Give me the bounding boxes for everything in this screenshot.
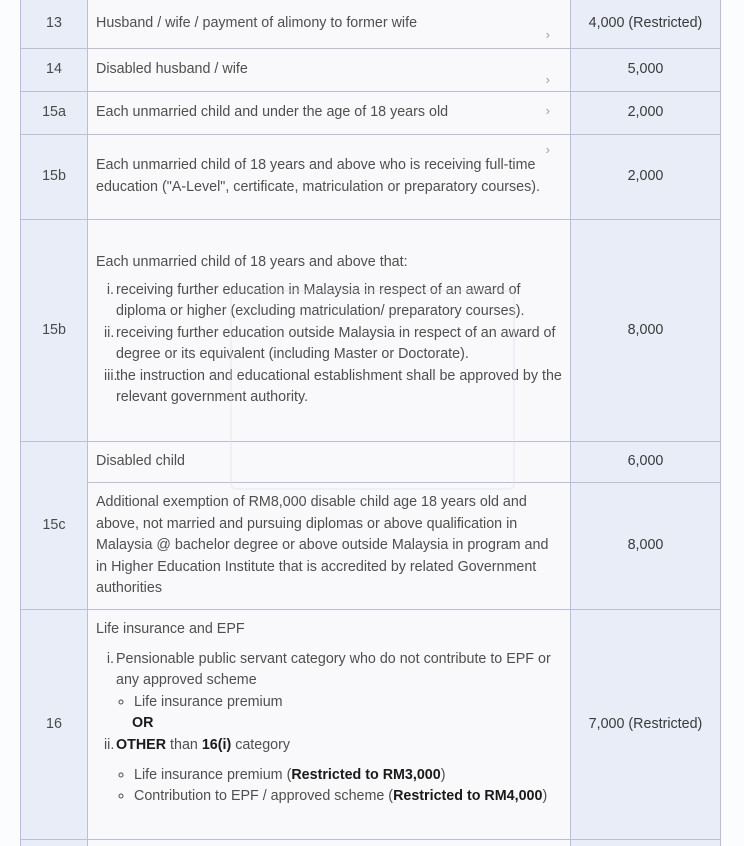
row-number: 15c [21,442,88,610]
row-amount [571,840,721,846]
sublist-item: ◦ Life insurance premium [134,692,562,714]
row-number: 14 [21,49,88,92]
or-label: OR [132,715,154,732]
row-description [88,0,571,49]
sublist-text: ) [542,788,548,805]
sublist-item [134,765,562,787]
list-item [104,323,562,366]
list-item-text: receiving further education in Malaysia in respect of an award of diploma or higher (excluding matriculation/ preparatory courses). [116,281,525,320]
row-description-text: Disabled husband / wife [96,61,248,78]
row-amount: 7,000 (Restricted) [571,610,721,840]
list-item [104,366,562,409]
row-description [88,135,571,220]
row-description-text: Husband / wife / payment of alimony to former wife [96,15,418,32]
list-number: ii. [104,324,115,341]
row-number: 15a [21,92,88,135]
bold-text: Restricted to RM3,000 [291,766,441,783]
row-description [88,92,571,135]
row-description [88,442,571,483]
row-number [21,840,88,846]
chevron-right-icon: › [545,27,550,42]
bold-text: 16(i) [201,736,232,753]
row-amount: 5,000 [571,49,721,92]
table-row [21,0,721,49]
chevron-right-icon: › [545,72,550,87]
table-row [21,49,721,92]
table-row [21,442,721,483]
row-amount: 6,000 [571,442,721,483]
chevron-right-icon: › [545,103,550,118]
row-description-text: Additional exemption of RM8,000 disable child age 18 years old and above, not married and pursuing diplomas or above qualification in Malaysia @ bachelor degree or above outside Malaysia in program and in Higher Education Institute that is accredited by related Government authorities [96,494,549,597]
list-item-text-part: than [166,736,202,753]
row-intro: Life insurance and EPF [96,621,245,637]
row-number: 15b [21,135,88,220]
table-row [21,135,721,220]
row-intro: Each unmarried child of 18 years and above that: [96,253,408,270]
list-item-text [114,735,290,757]
list-item [104,280,562,323]
list-number: i. [106,281,114,298]
row-amount: 8,000 [571,220,721,442]
table-row [21,610,721,840]
list-item [104,649,562,692]
row-number: 16 [21,610,88,840]
row-description-text: Disabled child [96,453,186,470]
bold-text: Restricted to RM4,000 [393,788,543,805]
row-number: 13 [21,0,88,49]
list-item-text: the instruction and educational establishment shall be approved by the relevant government authority. [116,367,562,406]
row-description [88,610,571,840]
table-row [21,840,721,846]
sublist-text: ) [440,766,446,783]
row-description [88,483,571,610]
row-description [88,49,571,92]
table-row [21,92,721,135]
table-row [21,220,721,442]
row-description-text: Each unmarried child of 18 years and above who is receiving full-time education ("A-Level", certificate, matriculation or preparatory courses). [96,157,541,195]
list-number: ii. [104,736,115,753]
row-amount: 2,000 [571,92,721,135]
list-number: i. [106,650,114,667]
row-amount: 4,000 (Restricted) [571,0,721,49]
row-amount: 2,000 [571,135,721,220]
list-item-text-part: category [231,736,291,753]
sublist-text: Life insurance premium ( [134,766,292,783]
sublist-text: Contribution to EPF / approved scheme ( [134,788,394,805]
sublist-item [134,786,562,808]
chevron-right-icon: › [545,142,550,157]
list-item [104,735,562,757]
row-description-text: Each unmarried child and under the age of 18 years old [96,104,449,121]
tax-relief-table [20,0,721,846]
row-amount: 8,000 [571,483,721,610]
list-item-text: receiving further education outside Malaysia in respect of an award of degree or its equivalent (including Master or Doctorate). [116,324,556,363]
tax-relief-table-wrap [20,0,720,846]
list-item-text: Pensionable public servant category who do not contribute to EPF or any approved scheme [116,650,551,689]
row-description [88,220,571,442]
bold-text: OTHER [116,736,167,753]
row-description [88,840,571,846]
table-row [21,483,721,610]
row-number: 15b [21,220,88,442]
list-number: iii. [104,367,118,384]
